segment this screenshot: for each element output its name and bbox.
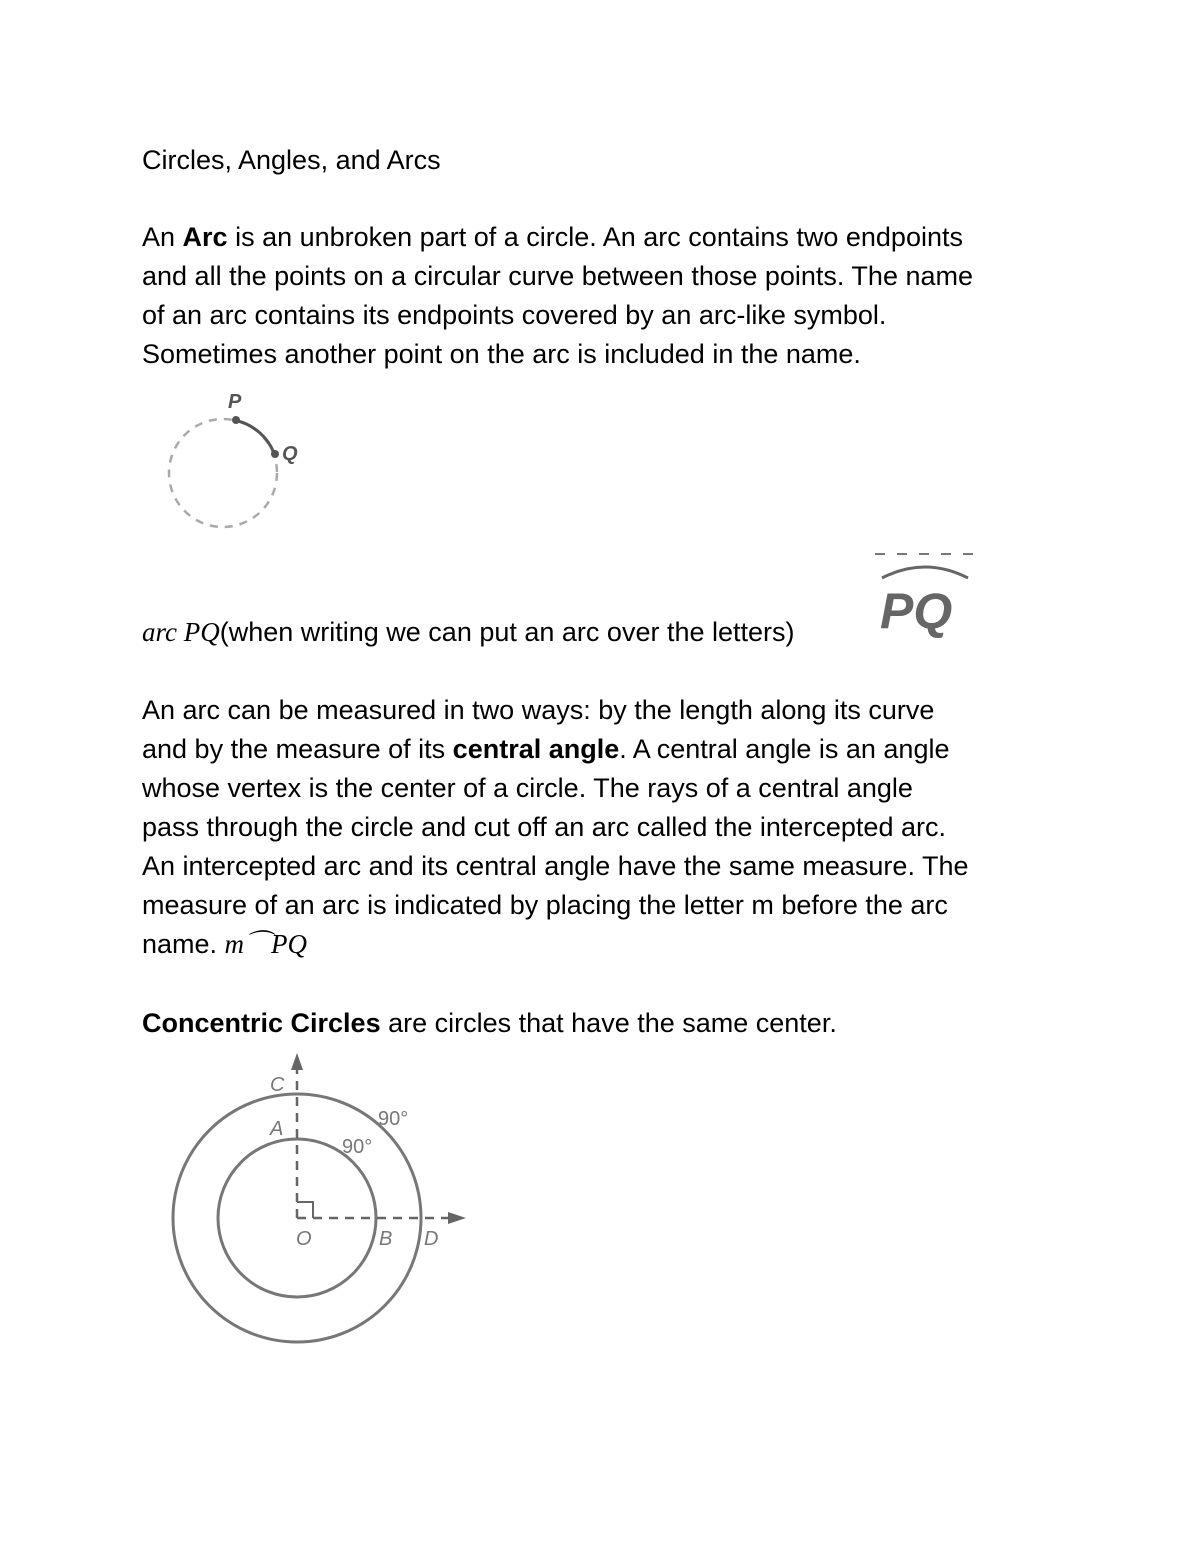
arc-pq-math: arc PQ xyxy=(142,617,220,647)
text-span: are circles that have the same center. xyxy=(380,1008,837,1038)
term-arc: Arc xyxy=(182,222,228,252)
arc-pq xyxy=(238,421,274,453)
term-central-angle: central angle xyxy=(452,734,620,764)
angle-label-inner: 90° xyxy=(342,1136,373,1158)
label-q: Q xyxy=(282,443,298,465)
paragraph-measure-line-2 xyxy=(142,730,949,769)
paragraph-arc-line-4: Sometimes another point on the arc is included in the name. xyxy=(142,339,861,369)
concentric-circles-diagram xyxy=(160,1045,480,1355)
term-concentric-circles: Concentric Circles xyxy=(142,1008,381,1038)
up-arrowhead xyxy=(291,1053,303,1070)
arc-notation-text: (when writing we can put an arc over the letters) xyxy=(219,617,795,647)
paragraph-measure-line-5: An intercepted arc and its central angle have the same measure. The xyxy=(142,851,969,881)
paragraph-arc-line-3: of an arc contains its endpoints covered by an arc-like symbol. xyxy=(142,300,887,330)
label-b: B xyxy=(379,1228,393,1250)
paragraph-measure-line-1: An arc can be measured in two ways: by the length along its curve xyxy=(142,695,935,725)
label-c: C xyxy=(270,1074,285,1096)
paragraph-arc-line-1 xyxy=(142,218,963,257)
page-title: Circles, Angles, and Arcs xyxy=(142,145,441,175)
arc-measure-math: m⌒PQ xyxy=(224,929,308,959)
paragraph-measure-line-6: measure of an arc is indicated by placing the letter m before the arc xyxy=(142,890,948,920)
label-d: D xyxy=(424,1228,439,1250)
arc-notation-line xyxy=(142,613,795,652)
paragraph-measure-line-4: pass through the circle and cut off an arc called the intercepted arc. xyxy=(142,812,946,842)
label-o: O xyxy=(296,1228,312,1250)
arc-symbol-image xyxy=(870,548,980,638)
point-q xyxy=(271,450,279,458)
point-p xyxy=(232,416,240,424)
text-span: and by the measure of its xyxy=(142,734,453,764)
label-p: P xyxy=(228,391,242,413)
right-angle-marker xyxy=(297,1202,313,1218)
text-span: name. xyxy=(142,929,225,959)
text-span: is an unbroken part of a circle. An arc contains two endpoints xyxy=(227,222,963,252)
text-span: . A central angle is an angle xyxy=(619,734,950,764)
text-span: An xyxy=(142,222,183,252)
right-arrowhead xyxy=(448,1212,466,1224)
arc-pq-diagram xyxy=(160,388,320,538)
label-a: A xyxy=(270,1118,284,1140)
paragraph-measure-line-3: whose vertex is the center of a circle. The rays of a central angle xyxy=(142,773,913,803)
arc-overline xyxy=(882,567,968,578)
arc-symbol-letters: PQ xyxy=(880,583,953,638)
paragraph-arc-line-2: and all the points on a circular curve between those points. The name xyxy=(142,261,974,291)
angle-label-outer: 90° xyxy=(378,1108,409,1130)
paragraph-concentric xyxy=(142,1004,837,1043)
paragraph-measure-line-7 xyxy=(142,925,307,964)
